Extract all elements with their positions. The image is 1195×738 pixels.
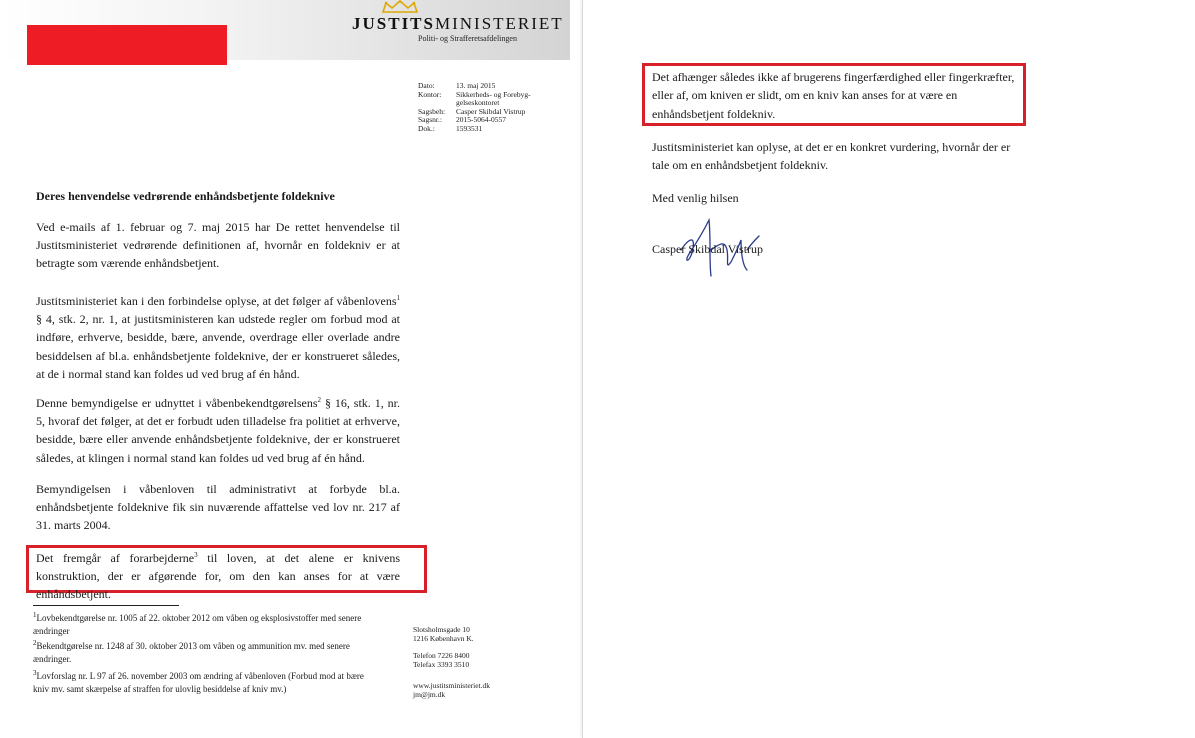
address-fax: Telefax 3393 3510 xyxy=(413,660,470,669)
paragraph-2: Justitsministeriet kan i den forbindelse oplyse, at det følger af våbenlovens$^1$ § 4, stk. 2, nr. 1, at justitsministeren kan udstede regler om forbud mod at indføre, erhverve, besidde, bære, anvende, overdrage eller overlade andre besiddelsen af bl.a. enhåndsbetjente foldeknive, der er konstrueret således, at de i normal stand kan foldes ud ved brug af én hånd. xyxy=(36,294,400,381)
address-web[interactable]: www.justitsministeriet.dk xyxy=(413,681,491,690)
page2-paragraph-1: Det afhænger således ikke af brugerens fingerfærdighed eller fingerkræfter, eller af, om kniven er slidt, om en kniv kan anses for at være en enhåndsbetjent foldekniv. xyxy=(652,70,1015,121)
meta-row: Dok.: 1593531 xyxy=(418,123,483,133)
letter-page-2 xyxy=(582,0,1195,738)
case-meta xyxy=(418,82,544,134)
paragraph-4: Bemyndigelsen i våbenloven til administrativt at forbyde bl.a. enhåndsbetjente foldeknive fik sin nuværende affattelse ved lov nr. 217 af 31. marts 2004. xyxy=(36,482,400,533)
meta-row: gelseskontoret xyxy=(456,98,500,108)
footnote-2: $^2$Bekendtgørelse nr. 1248 af 30. oktober 2013 om våben og ammunition mv. med senere ændringer. xyxy=(33,639,350,665)
meta-row: Sagsnr.: 2015-5064-0557 xyxy=(418,115,506,125)
department-name: Politi- og Strafferetsafdelingen xyxy=(418,34,517,43)
letter-subject: Deres henvendelse vedrørende enhåndsbetjente foldeknive xyxy=(36,189,335,203)
letter-page-1 xyxy=(0,0,570,738)
page2-paragraph-2: Justitsministeriet kan oplyse, at det er en konkret vurdering, hvornår der er tale om en enhåndsbetjent foldekniv. xyxy=(652,140,1011,173)
footnote-1: $^1$Lovbekendtgørelse nr. 1005 af 22. oktober 2012 om våben og eksplosivstoffer med senere ændringer xyxy=(33,611,362,637)
address-city: 1216 København K. xyxy=(413,634,474,643)
signer-name: Casper Skibdal Vistrup xyxy=(652,242,764,256)
address-email[interactable]: jm@jm.dk xyxy=(413,690,446,699)
crown-icon xyxy=(380,0,420,14)
address-street: Slotsholmsgade 10 xyxy=(413,625,470,634)
footnote-divider xyxy=(33,605,179,606)
footnote-3: $^3$Lovforslag nr. L 97 af 26. november 2003 om ændring af våbenloven (Forbud mod at bære kniv mv. samt skærpelse af straffen for ulovlig besiddelse af kniv mv.) xyxy=(33,669,364,695)
paragraph-1: Ved e-mails af 1. februar og 7. maj 2015 har De rettet henvendelse til Justitsministeriet vedrørende definitionen af, hvornår en foldekniv er at betragte som værende enhåndsbetjent. xyxy=(36,220,400,271)
paragraph-3: Denne bemyndigelse er udnyttet i våbenbekendtgørelsens$^2$ § 16, stk. 1, nr. 5, hvoraf det følger, at det er forbudt uden tilladelse fra politiet at erhverve, besidde, bære eller anvende enhåndsbetjente foldeknive, der er konstrueret således, at klingen i normal stand kan foldes ud ved brug af én hånd. xyxy=(36,396,400,465)
ministry-name: JUSTITSMINISTERIET xyxy=(352,14,564,33)
meta-row: Sagsbeh: Casper Skibdal Vistrup xyxy=(418,106,526,116)
meta-row: Dato: 13. maj 2015 xyxy=(418,81,496,90)
paragraph-5: Det fremgår af forarbejderne$^3$ til loven, at det alene er knivens konstruktion, der er afgørende for, om den kan anses for at være enhåndsbetjent. xyxy=(36,551,400,602)
ministry-logo xyxy=(352,14,564,43)
meta-row: Kontor: Sikkerheds- og Forebyg- xyxy=(418,89,531,99)
closing-phrase: Med venlig hilsen xyxy=(652,191,739,205)
address-phone: Telefon 7226 8400 xyxy=(413,651,470,660)
redacted-address-block xyxy=(27,25,227,65)
